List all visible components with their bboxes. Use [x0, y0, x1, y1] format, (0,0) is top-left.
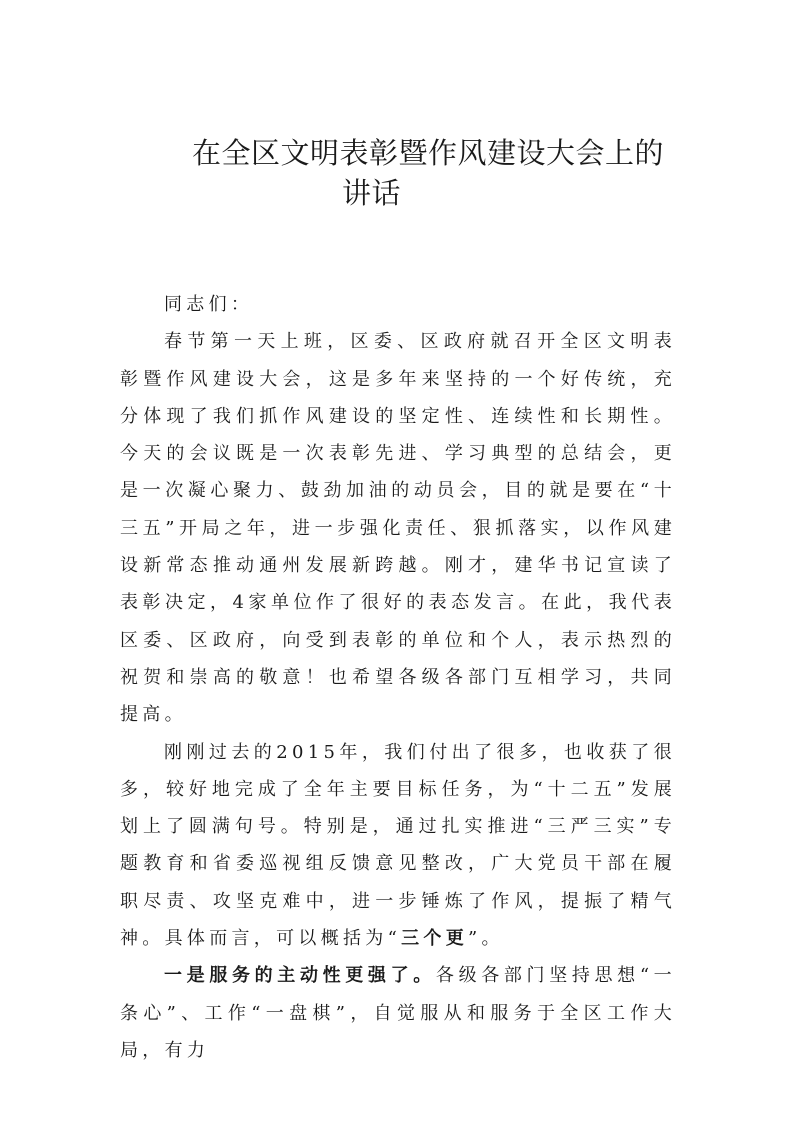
title-line-2: 讲话	[342, 176, 402, 210]
document-title	[120, 133, 720, 213]
paragraph-opening: 春节第一天上班，区委、区政府就召开全区文明表彰暨作风建设大会，这是多年来坚持的一个好传统，充分体现了我们抓作风建设的坚定性、连续性和长期性。今天的会议既是一次表彰先进、学习典型的总结会，更是一次凝心聚力、鼓劲加油的动员会，目的就是要在“十三五”开局之年，进一步强化责任、狠抓落实，以作风建设新常态推动通州发展新跨越。刚才，建华书记宣读了表彰决定，4家单位作了很好的表态发言。在此，我代表区委、区政府，向受到表彰的单位和个人，表示热烈的祝贺和崇高的敬意！也希望各级各部门互相学习，共同提高。	[120, 331, 676, 726]
document-body	[120, 286, 676, 1069]
point-heading: 一是服务的主动性更强了。	[164, 965, 436, 987]
paragraph-text: 刚刚过去的2015年，我们付出了很多，也收获了很多，较好地完成了全年主要目标任务，为“十二五”发展划上了圆满句号。特别是，通过扎实推进“三严三实”专题教育和省委巡视组反馈意见整改，广大党员干部在履职尽责、攻坚克难中，进一步锤炼了作风，提振了精气神。具体而言，可以概括为“	[120, 741, 676, 950]
emphasis-three-more: 三个更	[401, 928, 469, 950]
title-line-1: 在全区文明表彰暨作风建设大会上的	[192, 136, 665, 170]
salutation: 同志们：	[164, 294, 254, 315]
paragraph-review-2015	[120, 734, 676, 958]
point-text: 各级各部门坚持思想“一条心”、工作“一盘棋”，自觉服从和服务于全区工作大局，有力	[120, 965, 676, 1061]
paragraph-point-one	[120, 957, 676, 1069]
paragraph-text-end: ”。	[468, 928, 504, 950]
